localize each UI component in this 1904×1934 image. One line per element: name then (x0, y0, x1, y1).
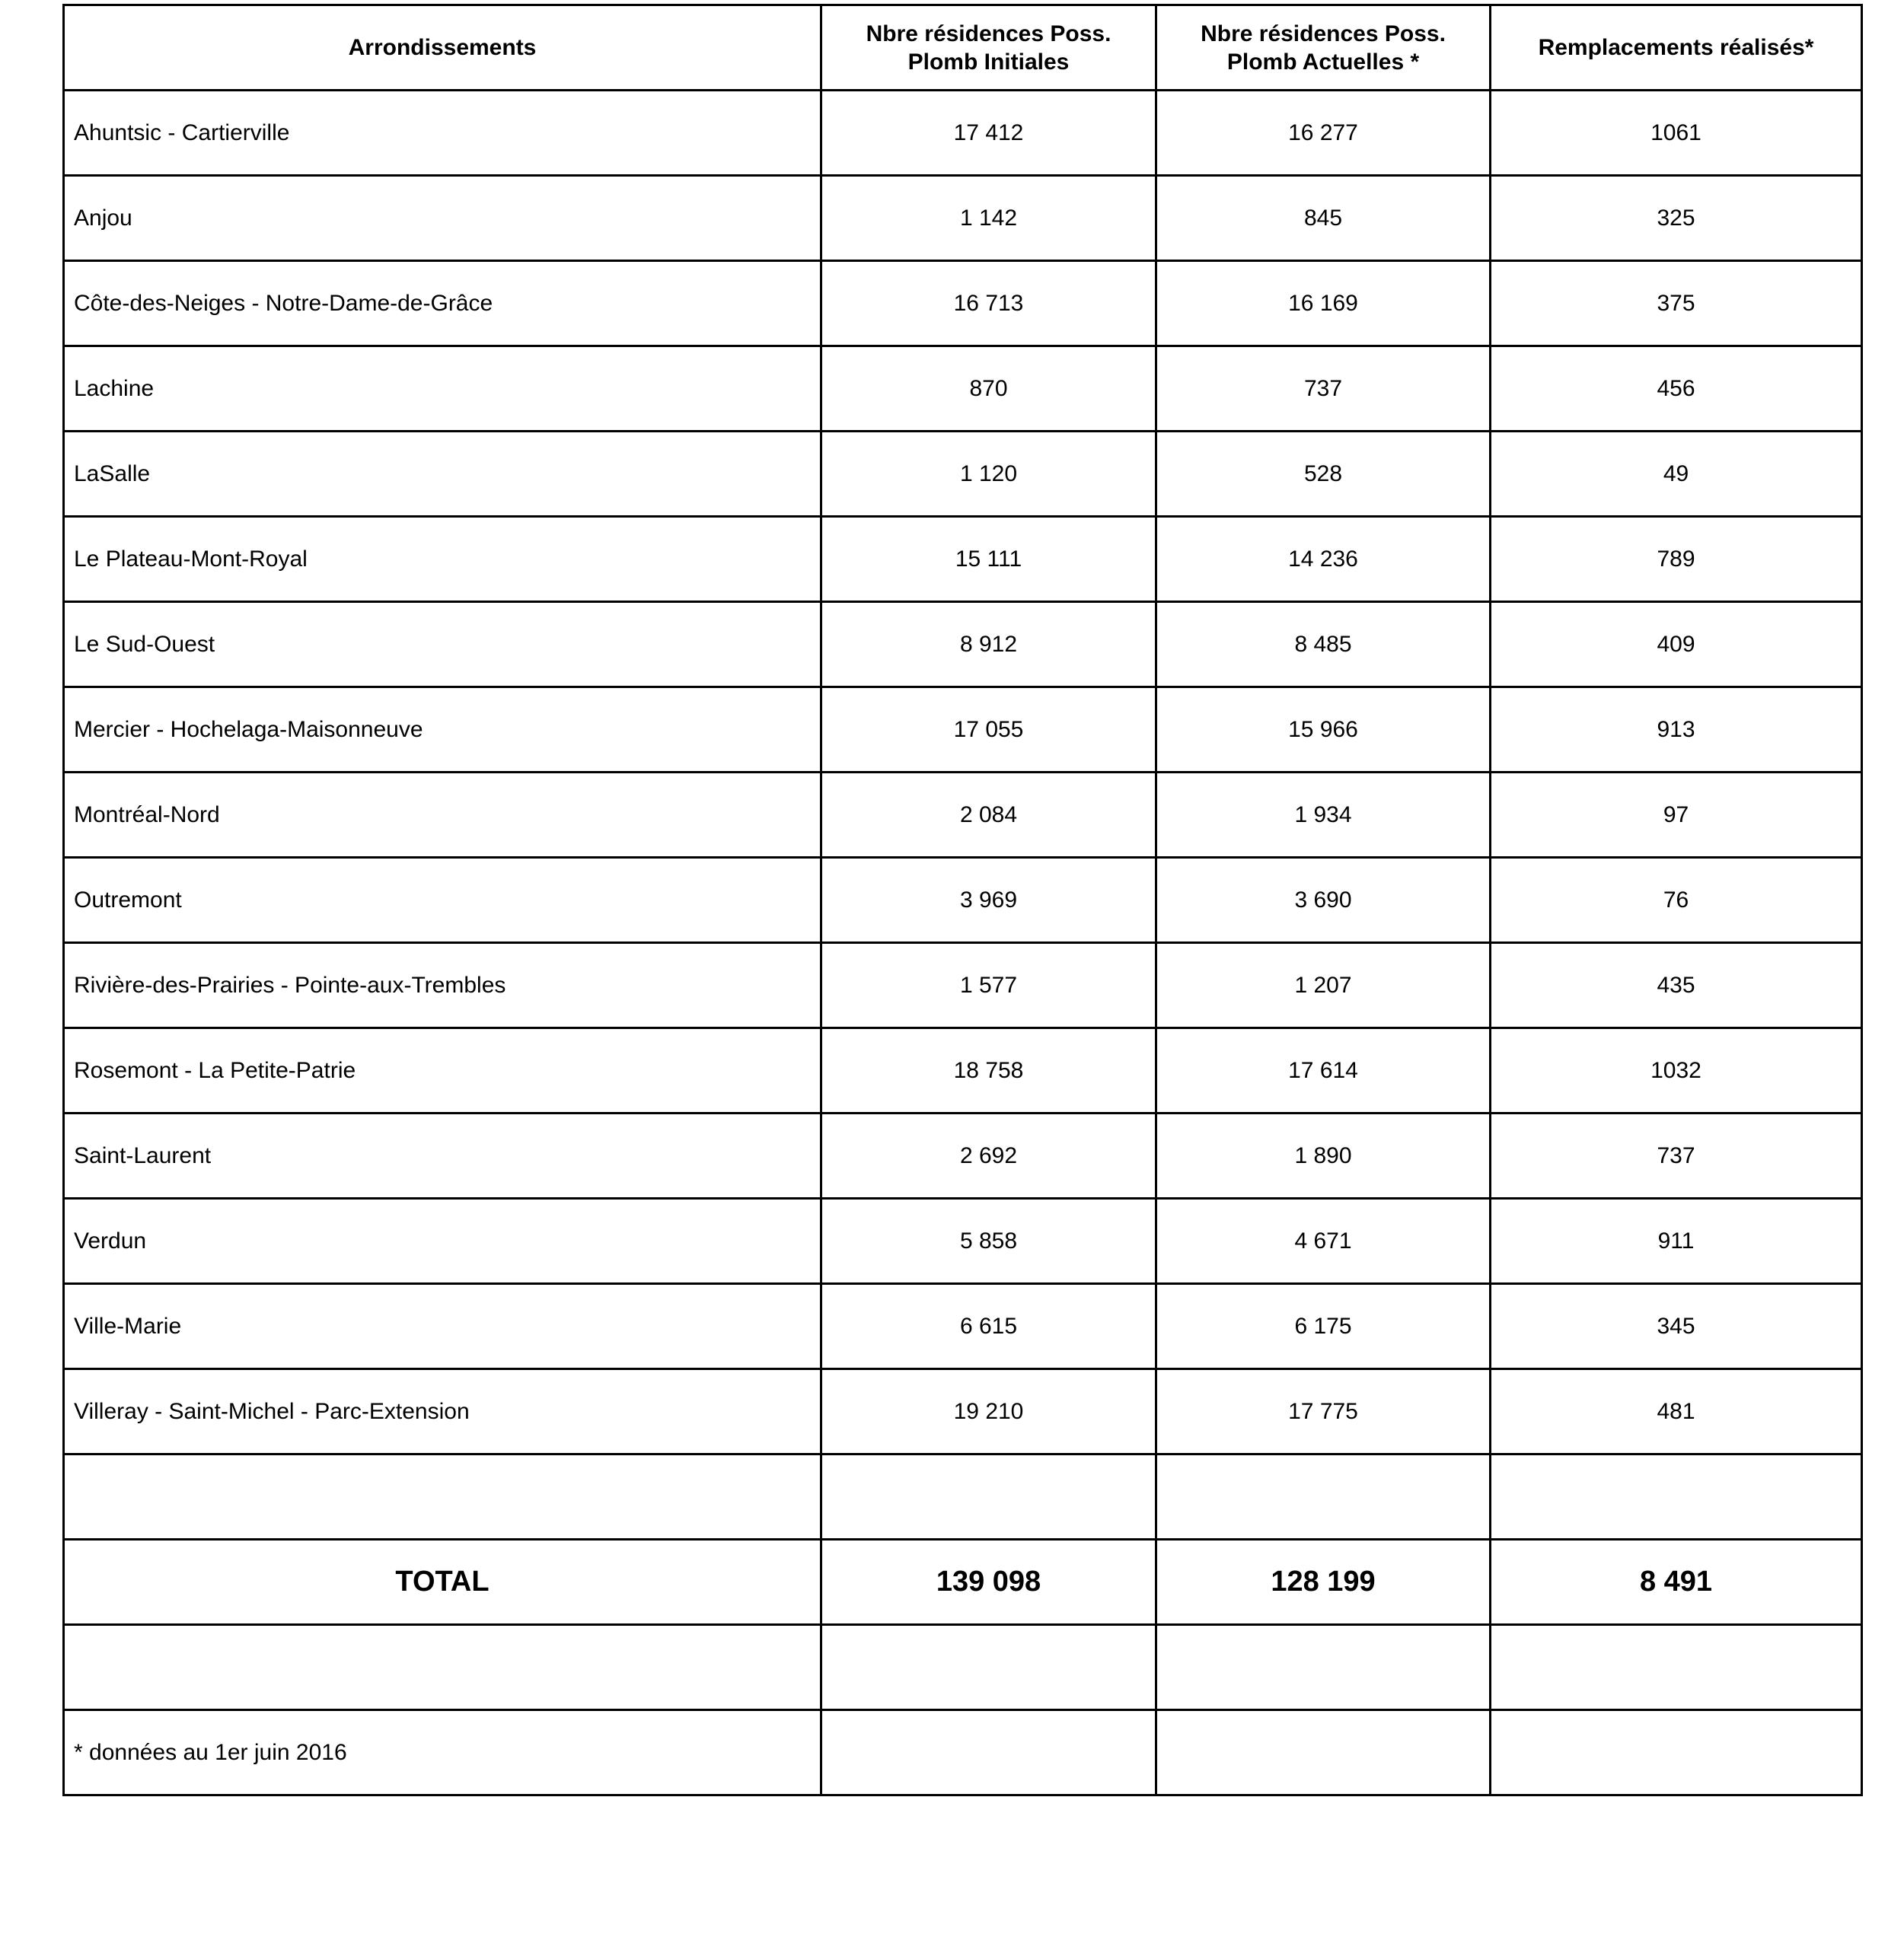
table-row (64, 943, 1862, 1028)
table-row (64, 1028, 1862, 1114)
header-current-line2: Plomb Actuelles * (1226, 49, 1420, 75)
table-row (64, 1114, 1862, 1199)
current-count: 16 169 (1156, 261, 1491, 346)
blank-cell (821, 1625, 1156, 1710)
current-count: 16 277 (1156, 91, 1491, 176)
blank-cell (821, 1454, 1156, 1540)
current-count: 737 (1156, 346, 1491, 432)
total-label: TOTAL (64, 1540, 821, 1625)
replaced-count: 435 (1491, 943, 1862, 1028)
current-count: 1 934 (1156, 773, 1491, 858)
arrondissement-name: Ville-Marie (64, 1284, 821, 1369)
arrondissement-name: Montréal-Nord (64, 773, 821, 858)
replaced-count: 1032 (1491, 1028, 1862, 1114)
arrondissement-name: Villeray - Saint-Michel - Parc-Extension (64, 1369, 821, 1454)
footnote-row (64, 1710, 1862, 1795)
current-count: 17 614 (1156, 1028, 1491, 1114)
replaced-count: 375 (1491, 261, 1862, 346)
initial-count: 5 858 (821, 1199, 1156, 1284)
table-row (64, 261, 1862, 346)
current-count: 1 207 (1156, 943, 1491, 1028)
initial-count: 16 713 (821, 261, 1156, 346)
initial-count: 18 758 (821, 1028, 1156, 1114)
replaced-count: 345 (1491, 1284, 1862, 1369)
arrondissement-name: Outremont (64, 858, 821, 943)
table-row (64, 687, 1862, 773)
header-initial-line1: Nbre résidences Poss. (866, 21, 1111, 46)
total-initial: 139 098 (821, 1540, 1156, 1625)
replaced-count: 49 (1491, 432, 1862, 517)
blank-cell (1491, 1454, 1862, 1540)
replaced-count: 789 (1491, 517, 1862, 602)
replaced-count: 1061 (1491, 91, 1862, 176)
table-row (64, 1369, 1862, 1454)
blank-cell (1156, 1454, 1491, 1540)
replaced-count: 456 (1491, 346, 1862, 432)
replaced-count: 76 (1491, 858, 1862, 943)
header-initial-line2: Plomb Initiales (907, 49, 1070, 75)
table-row (64, 1199, 1862, 1284)
blank-cell (1156, 1710, 1491, 1795)
replaced-count: 911 (1491, 1199, 1862, 1284)
arrondissement-name: Anjou (64, 176, 821, 261)
blank-cell (64, 1625, 821, 1710)
current-count: 845 (1156, 176, 1491, 261)
current-count: 1 890 (1156, 1114, 1491, 1199)
table-row (64, 1284, 1862, 1369)
arrondissement-name: Ahuntsic - Cartierville (64, 91, 821, 176)
table-row (64, 602, 1862, 687)
initial-count: 1 120 (821, 432, 1156, 517)
replaced-count: 409 (1491, 602, 1862, 687)
total-row (64, 1540, 1862, 1625)
table-row (64, 91, 1862, 176)
arrondissement-name: Côte-des-Neiges - Notre-Dame-de-Grâce (64, 261, 821, 346)
table-row (64, 346, 1862, 432)
table-row (64, 432, 1862, 517)
initial-count: 17 412 (821, 91, 1156, 176)
header-replaced: Remplacements réalisés* (1491, 5, 1862, 91)
table-row (64, 858, 1862, 943)
arrondissement-name: Le Plateau-Mont-Royal (64, 517, 821, 602)
arrondissement-name: Rosemont - La Petite-Patrie (64, 1028, 821, 1114)
table-header (64, 5, 1862, 91)
total-current: 128 199 (1156, 1540, 1491, 1625)
arrondissement-name: LaSalle (64, 432, 821, 517)
initial-count: 1 577 (821, 943, 1156, 1028)
initial-count: 6 615 (821, 1284, 1156, 1369)
header-row (64, 5, 1862, 91)
table-row (64, 176, 1862, 261)
current-count: 3 690 (1156, 858, 1491, 943)
arrondissement-name: Lachine (64, 346, 821, 432)
header-initial (821, 5, 1156, 91)
blank-row (64, 1625, 1862, 1710)
initial-count: 2 084 (821, 773, 1156, 858)
table-row (64, 517, 1862, 602)
header-current-line1: Nbre résidences Poss. (1201, 21, 1446, 46)
current-count: 8 485 (1156, 602, 1491, 687)
header-current (1156, 5, 1491, 91)
replaced-count: 481 (1491, 1369, 1862, 1454)
footnote: * données au 1er juin 2016 (64, 1710, 821, 1795)
header-arrondissements: Arrondissements (64, 5, 821, 91)
initial-count: 2 692 (821, 1114, 1156, 1199)
table-body (64, 91, 1862, 1795)
current-count: 15 966 (1156, 687, 1491, 773)
blank-cell (64, 1454, 821, 1540)
residences-plomb-table (62, 4, 1863, 1796)
blank-cell (1491, 1710, 1862, 1795)
initial-count: 3 969 (821, 858, 1156, 943)
blank-cell (1491, 1625, 1862, 1710)
arrondissement-name: Saint-Laurent (64, 1114, 821, 1199)
initial-count: 17 055 (821, 687, 1156, 773)
current-count: 528 (1156, 432, 1491, 517)
total-replaced: 8 491 (1491, 1540, 1862, 1625)
replaced-count: 97 (1491, 773, 1862, 858)
blank-cell (821, 1710, 1156, 1795)
blank-cell (1156, 1625, 1491, 1710)
current-count: 6 175 (1156, 1284, 1491, 1369)
arrondissement-name: Le Sud-Ouest (64, 602, 821, 687)
current-count: 14 236 (1156, 517, 1491, 602)
initial-count: 19 210 (821, 1369, 1156, 1454)
initial-count: 870 (821, 346, 1156, 432)
arrondissement-name: Mercier - Hochelaga-Maisonneuve (64, 687, 821, 773)
initial-count: 15 111 (821, 517, 1156, 602)
replaced-count: 737 (1491, 1114, 1862, 1199)
replaced-count: 913 (1491, 687, 1862, 773)
current-count: 4 671 (1156, 1199, 1491, 1284)
table-row (64, 773, 1862, 858)
initial-count: 1 142 (821, 176, 1156, 261)
replaced-count: 325 (1491, 176, 1862, 261)
blank-row (64, 1454, 1862, 1540)
current-count: 17 775 (1156, 1369, 1491, 1454)
arrondissement-name: Rivière-des-Prairies - Pointe-aux-Trembles (64, 943, 821, 1028)
arrondissement-name: Verdun (64, 1199, 821, 1284)
initial-count: 8 912 (821, 602, 1156, 687)
